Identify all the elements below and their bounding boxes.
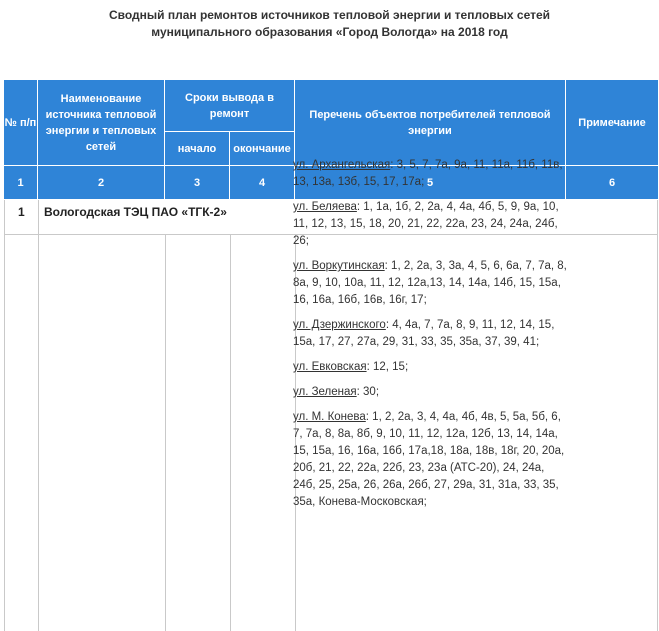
street-link[interactable]: ул. Архангельская [293,159,391,171]
street-link[interactable]: ул. Дзержинского [293,319,386,331]
street-houses: : 1, 2, 2а, 3, 3а, 4, 5, 6, 6а, 7, 7а, 8, 8а, 9, 10, 10а, 11, 12, 12а,13, 14, 14а, 14б, 15, 15а, 16, 16а, 16б, 16в, 16г, 17; [293,260,567,306]
header-notes-label: Примечание [578,116,646,129]
header-terms-label: Сроки вывода в ремонт [185,91,274,120]
header-source-name-label: Наименование источника тепловой энергии и тепловых сетей [45,92,157,153]
grid-line [38,200,39,631]
list-item [293,409,569,511]
colnum-3-label: 3 [193,176,201,189]
grid-line [4,200,5,631]
list-item [293,157,569,191]
colnum-4 [230,166,295,200]
colnum-5-label: 5 [426,176,434,189]
header-start-label: начало [177,142,217,155]
street-link[interactable]: ул. Воркутинская [293,260,385,272]
page-title [0,7,659,41]
street-link[interactable]: ул. Зеленая [293,386,357,398]
colnum-3 [165,166,230,200]
row-source-name: Вологодская ТЭЦ ПАО «ТГК-2» [44,205,227,219]
street-link[interactable]: ул. Евковская [293,361,367,373]
header-number-label: № п/п [4,116,37,129]
consumer-list [293,157,569,519]
grid-line [165,234,166,631]
colnum-2-label: 2 [97,176,105,189]
grid-line [230,234,231,631]
colnum-1-label: 1 [17,176,24,189]
grid-line [657,200,658,631]
list-item [293,359,569,376]
street-houses: : 1, 2, 2а, 3, 4, 4а, 4б, 4в, 5, 5а, 5б, 6, 7, 7а, 8, 8а, 8б, 9, 10, 11, 12, 12а, 12б, 13, 14, 14а, 15, 15а, 16, 16а, 16б, 17а,18, 18а, 18в, 18г, 20, 20а, 20б, 21, 22, 22а, 22б, 23, 23а (АТС-20), 24, 24а, 24б, 25, 25а, 26, 26а, 26б, 27, 29а, 31, 31а, 33, 35, 35а, Конева-Московская; [293,411,565,508]
header-consumers-label: Перечень объектов потребителей тепловой энергии [309,108,551,137]
title-line-2: муниципального образования «Город Вологда» на 2018 год [151,25,508,39]
street-houses: : 3, 5, 7, 7а, 9а, 11, 11а, 11б, 11в, 13, 13а, 13б, 15, 17, 17а; [293,159,563,188]
header-terms [165,80,295,132]
list-item [293,384,569,401]
colnum-1 [4,166,38,200]
colnum-4-label: 4 [258,176,266,189]
header-source-name [38,80,165,166]
colnum-6 [566,166,658,200]
street-link[interactable]: ул. М. Конева [293,411,366,423]
header-start [165,132,230,166]
list-item [293,317,569,351]
colnum-2 [38,166,165,200]
colnum-6-label: 6 [608,176,616,189]
list-item [293,199,569,250]
header-end-label: окончание [233,142,291,155]
street-houses: : 1, 1а, 1б, 2, 2а, 4, 4а, 4б, 5, 9, 9а, 10, 11, 12, 13, 15, 18, 20, 21, 22, 22а, 23, 24, 24а, 24б, 26; [293,201,559,247]
title-line-1: Сводный план ремонтов источников тепловой энергии и тепловых сетей [108,8,551,22]
street-houses: : 4, 4а, 7, 7а, 8, 9, 11, 12, 14, 15, 15а, 17, 27, 27а, 29, 31, 33, 35, 35а, 37, 39, 41; [293,319,555,348]
header-consumers [295,80,566,166]
street-houses: : 12, 15; [366,361,409,373]
street-houses: : 30; [356,386,380,398]
row-number: 1 [18,205,25,219]
header-notes [566,80,658,166]
header-end [230,132,295,166]
header-number [4,80,38,166]
list-item [293,258,569,309]
street-link[interactable]: ул. Беляева [293,201,357,213]
